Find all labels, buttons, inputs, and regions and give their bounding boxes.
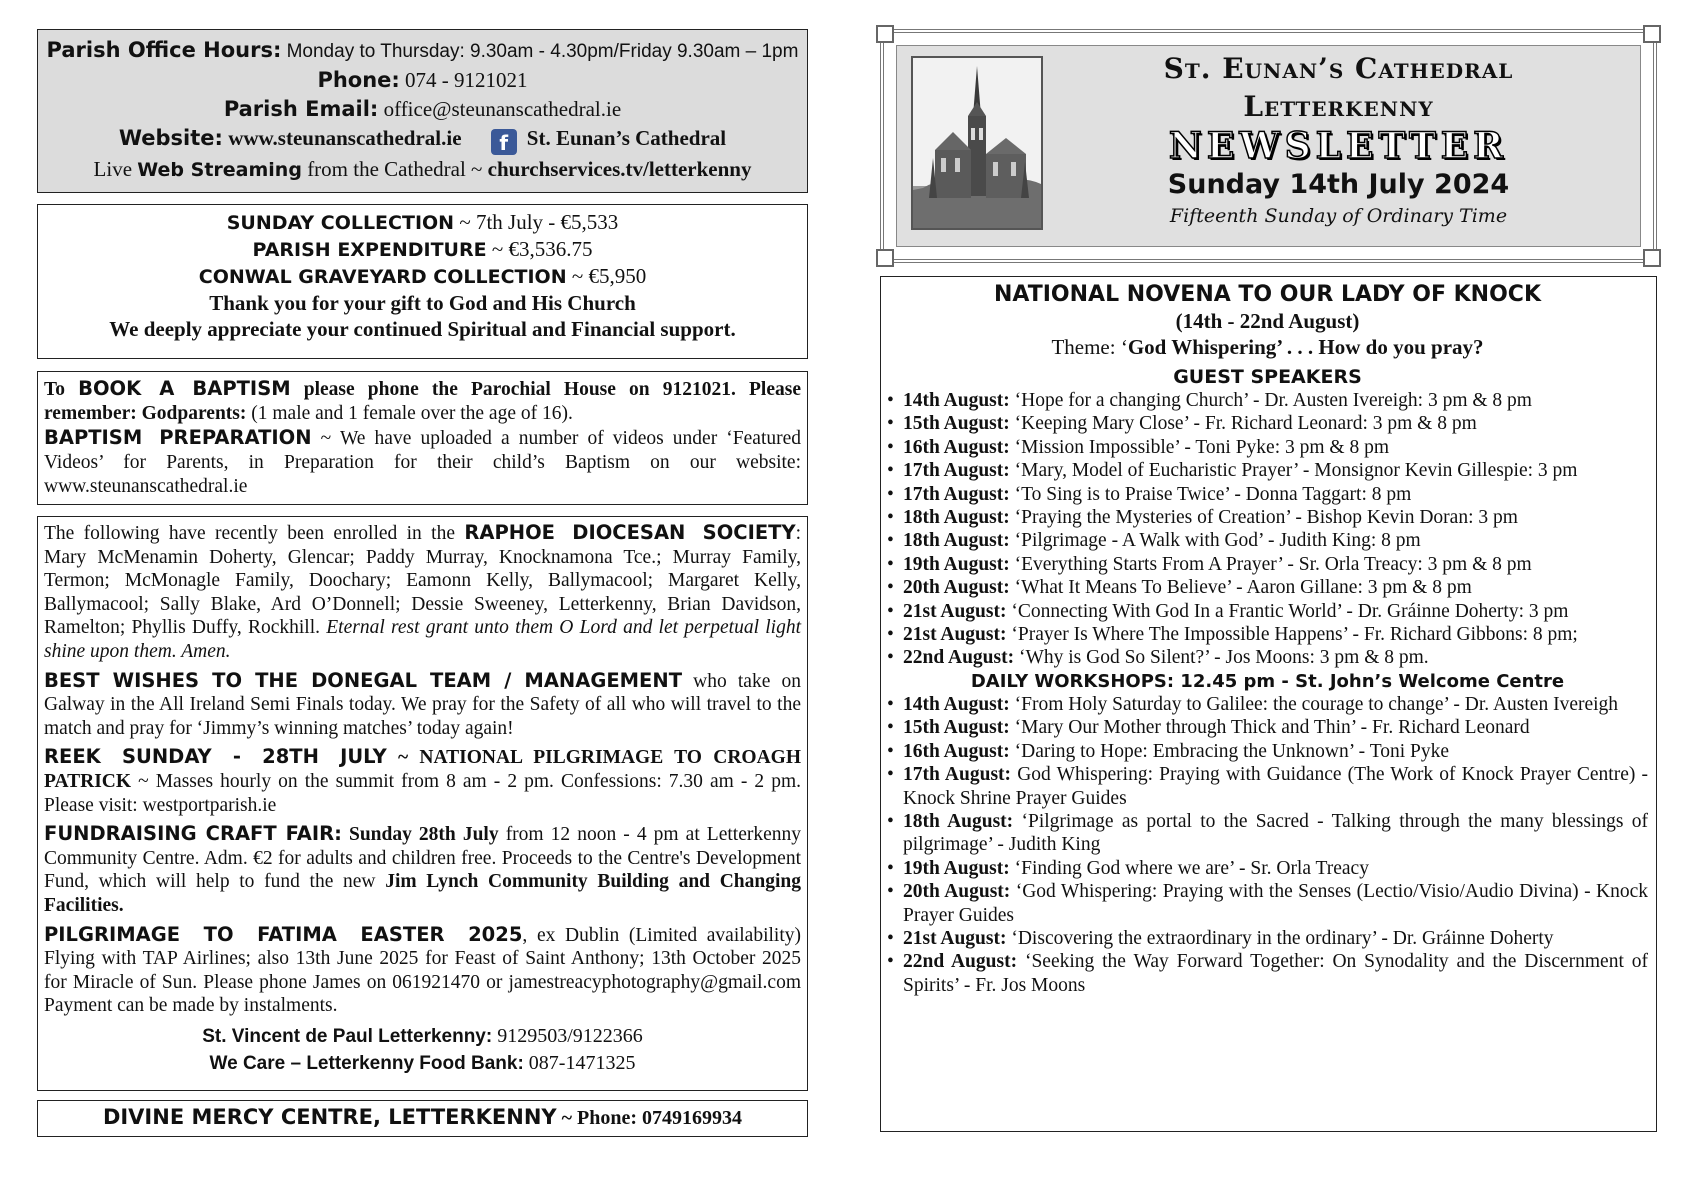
workshop-item bbox=[887, 763, 1648, 810]
sunday-collection-label: SUNDAY COLLECTION bbox=[226, 212, 455, 234]
thanks-text: Thank you for your gift to God and His Church bbox=[209, 291, 636, 315]
workshop-item bbox=[887, 810, 1648, 857]
notices-box bbox=[37, 516, 808, 1091]
stream-mid: from the Cathedral ~ bbox=[307, 157, 483, 181]
speaker-item-date: 22nd August: bbox=[903, 647, 1015, 669]
workshop-item-text: ‘Finding God where we are’ - Sr. Orla Treacy bbox=[1014, 857, 1369, 879]
craft-heading: FUNDRAISING CRAFT FAIR: bbox=[44, 822, 342, 846]
stream-link[interactable]: churchservices.tv/letterkenny bbox=[487, 157, 752, 181]
workshop-item-date: 22nd August: bbox=[903, 951, 1018, 973]
phone-label: Phone: bbox=[317, 68, 400, 92]
workshop-item-date: 16th August: bbox=[903, 740, 1010, 762]
theme-text: God Whispering’ . . . How do you pray? bbox=[1127, 335, 1484, 359]
craft-date: Sunday 28th July bbox=[348, 824, 499, 846]
raphoe-text: : Mary McMenamin Doherty, Glencar; Paddy Murray, Knocknamona Tce.; Murray Family, Termon; McMonagle Family, Doochary; Eamonn Kelly, Ballymacool; Margaret Kelly, Ballymacool; Sally Blake, Ard O’Donnell; Dessie Sweeney, Letterkenny, Brian Davidson, Ramelton; Phyllis Duffy, Rockhill. bbox=[44, 523, 802, 639]
wishes-heading: BEST WISHES TO THE DONEGAL TEAM / MANAGEMENT bbox=[44, 668, 682, 692]
workshop-item bbox=[887, 693, 1648, 716]
speaker-item-text: ‘Praying the Mysteries of Creation’ - Bishop Kevin Doran: 3 pm bbox=[1014, 507, 1518, 529]
reek-heading: REEK SUNDAY - 28TH JULY bbox=[44, 745, 387, 769]
speaker-item bbox=[887, 623, 1648, 646]
newsletter-date: Sunday 14th July 2024 bbox=[1167, 169, 1510, 200]
reek-para bbox=[44, 745, 801, 817]
baptism-prep-heading: BAPTISM PREPARATION bbox=[44, 426, 312, 449]
town-name: Letterkenny bbox=[1243, 90, 1434, 123]
expenditure-line bbox=[48, 236, 797, 263]
baptism-prep-para bbox=[44, 426, 801, 499]
speaker-item bbox=[887, 646, 1648, 669]
workshop-item-date: 15th August: bbox=[903, 717, 1010, 739]
email-link[interactable]: office@steunanscathedral.ie bbox=[383, 97, 622, 121]
speaker-item-date: 14th August: bbox=[903, 390, 1010, 411]
stream-pre: Live bbox=[93, 157, 133, 181]
speaker-item bbox=[887, 506, 1648, 529]
speaker-item-text: ‘Connecting With God In a Frantic World’ - Dr. Gráinne Doherty: 3 pm bbox=[1011, 600, 1569, 622]
wishes-text: who take on Galway in the All Ireland Semi Finals today. We pray for the Safety of all who will travel to the match and pray for ‘Jimmy’s winning matches’ today again! bbox=[44, 670, 802, 739]
workshops-list bbox=[887, 693, 1648, 997]
office-hours-line bbox=[46, 36, 799, 66]
graveyard-line bbox=[48, 263, 797, 290]
expenditure-label: PARISH EXPENDITURE bbox=[252, 239, 487, 261]
craft-para bbox=[44, 822, 801, 917]
email-label: Parish Email: bbox=[223, 97, 379, 121]
raphoe-heading: RAPHOE DIOCESAN SOCIETY bbox=[464, 521, 796, 544]
wecare-line bbox=[44, 1050, 801, 1077]
book-baptism-heading: BOOK A BAPTISM bbox=[78, 377, 291, 400]
website-line bbox=[46, 124, 799, 155]
theme-label: Theme: ‘ bbox=[1051, 335, 1128, 359]
speaker-item-date: 21st August: bbox=[903, 600, 1007, 622]
speaker-item bbox=[887, 412, 1648, 435]
novena-title: NATIONAL NOVENA TO OUR LADY OF KNOCK bbox=[994, 282, 1541, 307]
speaker-item bbox=[887, 529, 1648, 552]
facebook-link[interactable]: St. Eunan’s Cathedral bbox=[526, 126, 727, 150]
workshop-item-date: 19th August: bbox=[903, 857, 1010, 879]
speaker-item-text: ‘Why is God So Silent?’ - Jos Moons: 3 pm & 8 pm. bbox=[1018, 647, 1429, 669]
streaming-line bbox=[46, 155, 799, 185]
speaker-item-date: 18th August: bbox=[903, 530, 1010, 552]
office-hours-label: Parish Office Hours: bbox=[46, 38, 282, 62]
workshop-item bbox=[887, 857, 1648, 880]
corner-ornament bbox=[1643, 249, 1661, 267]
appreciate-text: We deeply appreciate your continued Spiritual and Financial support. bbox=[109, 317, 736, 341]
stream-bold: Web Streaming bbox=[137, 159, 302, 181]
fatima-para bbox=[44, 923, 801, 1018]
speaker-item bbox=[887, 576, 1648, 599]
workshop-item bbox=[887, 927, 1648, 950]
novena-theme bbox=[887, 333, 1648, 361]
speaker-item-text: ‘What It Means To Believe’ - Aaron Gillane: 3 pm & 8 pm bbox=[1014, 577, 1472, 599]
divine-mercy-heading: DIVINE MERCY CENTRE, LETTERKENNY bbox=[102, 1105, 557, 1129]
speaker-item-date: 17th August: bbox=[903, 460, 1010, 482]
speaker-item-text: ‘Hope for a changing Church’ - Dr. Austen Ivereigh: 3 pm & 8 pm bbox=[1014, 390, 1532, 411]
speaker-item-text: ‘Prayer Is Where The Impossible Happens’ - Fr. Richard Gibbons: 8 pm; bbox=[1011, 624, 1578, 646]
divine-mercy-box bbox=[37, 1100, 808, 1137]
wecare-label: We Care – Letterkenny Food Bank: bbox=[209, 1052, 524, 1074]
workshop-item-text: ‘Mary Our Mother through Thick and Thin’ - Fr. Richard Leonard bbox=[1014, 717, 1530, 739]
speaker-item-text: ‘Mary, Model of Eucharistic Prayer’ - Monsignor Kevin Gillespie: 3 pm bbox=[1014, 460, 1578, 482]
speaker-item-date: 15th August: bbox=[903, 413, 1010, 435]
website-label: Website: bbox=[118, 126, 223, 150]
speaker-item-date: 21st August: bbox=[903, 624, 1007, 646]
speaker-item bbox=[887, 553, 1648, 576]
newsletter-title: NEWSLETTER bbox=[1168, 125, 1509, 167]
corner-ornament bbox=[876, 25, 894, 43]
reek-pilgrimage: ~ NATIONAL PILGRIMAGE TO CROAGH PATRICK bbox=[44, 747, 801, 792]
workshop-item-date: 20th August: bbox=[903, 881, 1011, 903]
speaker-item-text: ‘Pilgrimage - A Walk with God’ - Judith King: 8 pm bbox=[1014, 530, 1421, 552]
craft-building: Jim Lynch Community Building and Changing Facilities. bbox=[44, 871, 801, 916]
cathedral-name: St. Eunan’s Cathedral bbox=[1163, 52, 1514, 85]
fatima-heading: PILGRIMAGE TO FATIMA EASTER 2025 bbox=[44, 922, 523, 946]
raphoe-para bbox=[44, 521, 801, 664]
speaker-item-text: ‘Keeping Mary Close’ - Fr. Richard Leonard: 3 pm & 8 pm bbox=[1014, 413, 1477, 435]
facebook-icon[interactable]: f bbox=[491, 129, 517, 155]
masthead-panel bbox=[896, 45, 1641, 247]
sunday-collection-line bbox=[48, 209, 797, 236]
workshop-item-date: 18th August: bbox=[903, 810, 1014, 832]
raphoe-prayer: Eternal rest grant unto them O Lord and let perpetual light shine upon them. Amen. bbox=[44, 617, 802, 662]
workshop-item-date: 14th August: bbox=[903, 693, 1010, 715]
graveyard-label: CONWAL GRAVEYARD COLLECTION bbox=[198, 266, 567, 288]
novena-box bbox=[880, 276, 1657, 1132]
workshop-item-text: ‘Pilgrimage as portal to the Sacred - Talking through the many blessings of pilgrimage’ - Judith King bbox=[903, 810, 1648, 856]
speaker-item-date: 19th August: bbox=[903, 553, 1010, 575]
baptism-box bbox=[37, 371, 808, 505]
liturgical-day: Fifteenth Sunday of Ordinary Time bbox=[1169, 205, 1508, 227]
cathedral-photo bbox=[911, 56, 1043, 230]
workshops-heading: DAILY WORKSHOPS: 12.45 pm - St. John’s Welcome Centre bbox=[970, 670, 1565, 692]
book-baptism-para bbox=[44, 377, 801, 426]
svp-line bbox=[44, 1023, 801, 1050]
speakers-list bbox=[887, 389, 1648, 670]
raphoe-pre: The following have recently been enrolled in the bbox=[44, 523, 455, 544]
workshop-item bbox=[887, 880, 1648, 927]
svp-phone: 9129503/9122366 bbox=[497, 1024, 643, 1047]
speaker-item-text: ‘To Sing is to Praise Twice’ - Donna Taggart: 8 pm bbox=[1014, 483, 1412, 505]
speaker-item-date: 18th August: bbox=[903, 507, 1010, 529]
phone-number: 074 - 9121021 bbox=[405, 68, 528, 92]
speaker-item-date: 20th August: bbox=[903, 577, 1010, 599]
workshop-item-date: 21st August: bbox=[903, 927, 1007, 949]
workshop-item bbox=[887, 740, 1648, 763]
email-line bbox=[46, 95, 799, 124]
wecare-phone: 087-1471325 bbox=[528, 1051, 636, 1074]
speakers-heading: GUEST SPEAKERS bbox=[1173, 366, 1362, 388]
graveyard-amount: ~ €5,950 bbox=[571, 264, 647, 288]
novena-dates: (14th - 22nd August) bbox=[1175, 309, 1360, 333]
speaker-item-text: ‘Mission Impossible’ - Toni Pyke: 3 pm & 8 pm bbox=[1014, 436, 1390, 458]
phone-line bbox=[46, 66, 799, 95]
speaker-item-date: 16th August: bbox=[903, 436, 1010, 458]
workshop-item bbox=[887, 950, 1648, 997]
baptism-prep-text: ~ We have uploaded a number of videos under ‘Featured Videos’ for Parents, in Preparation for their child’s Baptism on our website: www.steunanscathedral.ie bbox=[44, 428, 802, 497]
workshop-item-text: ‘Discovering the extraordinary in the ordinary’ - Dr. Gráinne Doherty bbox=[1011, 927, 1554, 949]
workshop-item-text: ‘Seeking the Way Forward Together: On Synodality and the Discernment of Spirits’ - Fr. Jos Moons bbox=[903, 951, 1648, 996]
reek-text: ~ Masses hourly on the summit from 8 am - 2 pm. Confessions: 7.30 am - 2 pm. Please visit: westportparish.ie bbox=[44, 770, 802, 816]
corner-ornament bbox=[1643, 25, 1661, 43]
parish-office-box bbox=[37, 29, 808, 193]
speaker-item bbox=[887, 483, 1648, 506]
craft-text: from 12 noon - 4 pm at Letterkenny Community Centre. Adm. €2 for adults and children free. Proceeds to the Centre's Development Fund, which will help to fund the new bbox=[44, 824, 802, 893]
to-word: To bbox=[44, 379, 65, 400]
workshop-item-text: God Whispering: Praying with Guidance (The Work of Knock Prayer Centre) - Knock Shrine Prayer Guides bbox=[903, 764, 1649, 809]
corner-ornament bbox=[876, 249, 894, 267]
website-link[interactable]: www.steunanscathedral.ie bbox=[228, 126, 462, 150]
speaker-item-date: 17th August: bbox=[903, 483, 1010, 505]
collection-box bbox=[37, 204, 808, 359]
workshop-item bbox=[887, 716, 1648, 739]
speaker-item-text: ‘Everything Starts From A Prayer’ - Sr. Orla Treacy: 3 pm & 8 pm bbox=[1014, 553, 1532, 575]
expenditure-amount: ~ €3,536.75 bbox=[491, 237, 593, 261]
speaker-item bbox=[887, 459, 1648, 482]
speaker-item bbox=[887, 436, 1648, 459]
workshop-item-text: ‘God Whispering: Praying with the Senses (Lectio/Visio/Audio Divina) - Knock Prayer Guides bbox=[903, 881, 1648, 926]
workshop-item-date: 17th August: bbox=[903, 764, 1012, 786]
workshop-item-text: ‘Daring to Hope: Embracing the Unknown’ - Toni Pyke bbox=[1014, 740, 1450, 762]
svp-label: St. Vincent de Paul Letterkenny: bbox=[202, 1025, 493, 1047]
speaker-item bbox=[887, 389, 1648, 412]
baptism-phone-text: please phone the Parochial House on 9121021. Please remember: Godparents: bbox=[44, 379, 801, 424]
office-hours: Monday to Thursday: 9.30am - 4.30pm/Friday 9.30am – 1pm bbox=[286, 41, 799, 62]
speaker-item bbox=[887, 600, 1648, 623]
godparents-text: (1 male and 1 female over the age of 16). bbox=[251, 403, 573, 424]
masthead bbox=[880, 29, 1657, 263]
sunday-collection-amount: ~ 7th July - €5,533 bbox=[459, 210, 619, 234]
wishes-para bbox=[44, 669, 801, 741]
fatima-text: , ex Dublin (Limited availability) Flying with TAP Airlines; also 13th June 2025 for Feast of Saint Anthony; 13th October 2025 for Miracle of Sun. Please phone James on 061921470 or jamestreacyphotography@gmail.com Payment can be made by instalments. bbox=[44, 924, 801, 1017]
masthead-text bbox=[1047, 50, 1630, 228]
divine-mercy-phone: ~ Phone: 0749169934 bbox=[561, 1107, 743, 1129]
workshop-item-text: ‘From Holy Saturday to Galilee: the courage to change’ - Dr. Austen Ivereigh bbox=[1014, 693, 1619, 715]
